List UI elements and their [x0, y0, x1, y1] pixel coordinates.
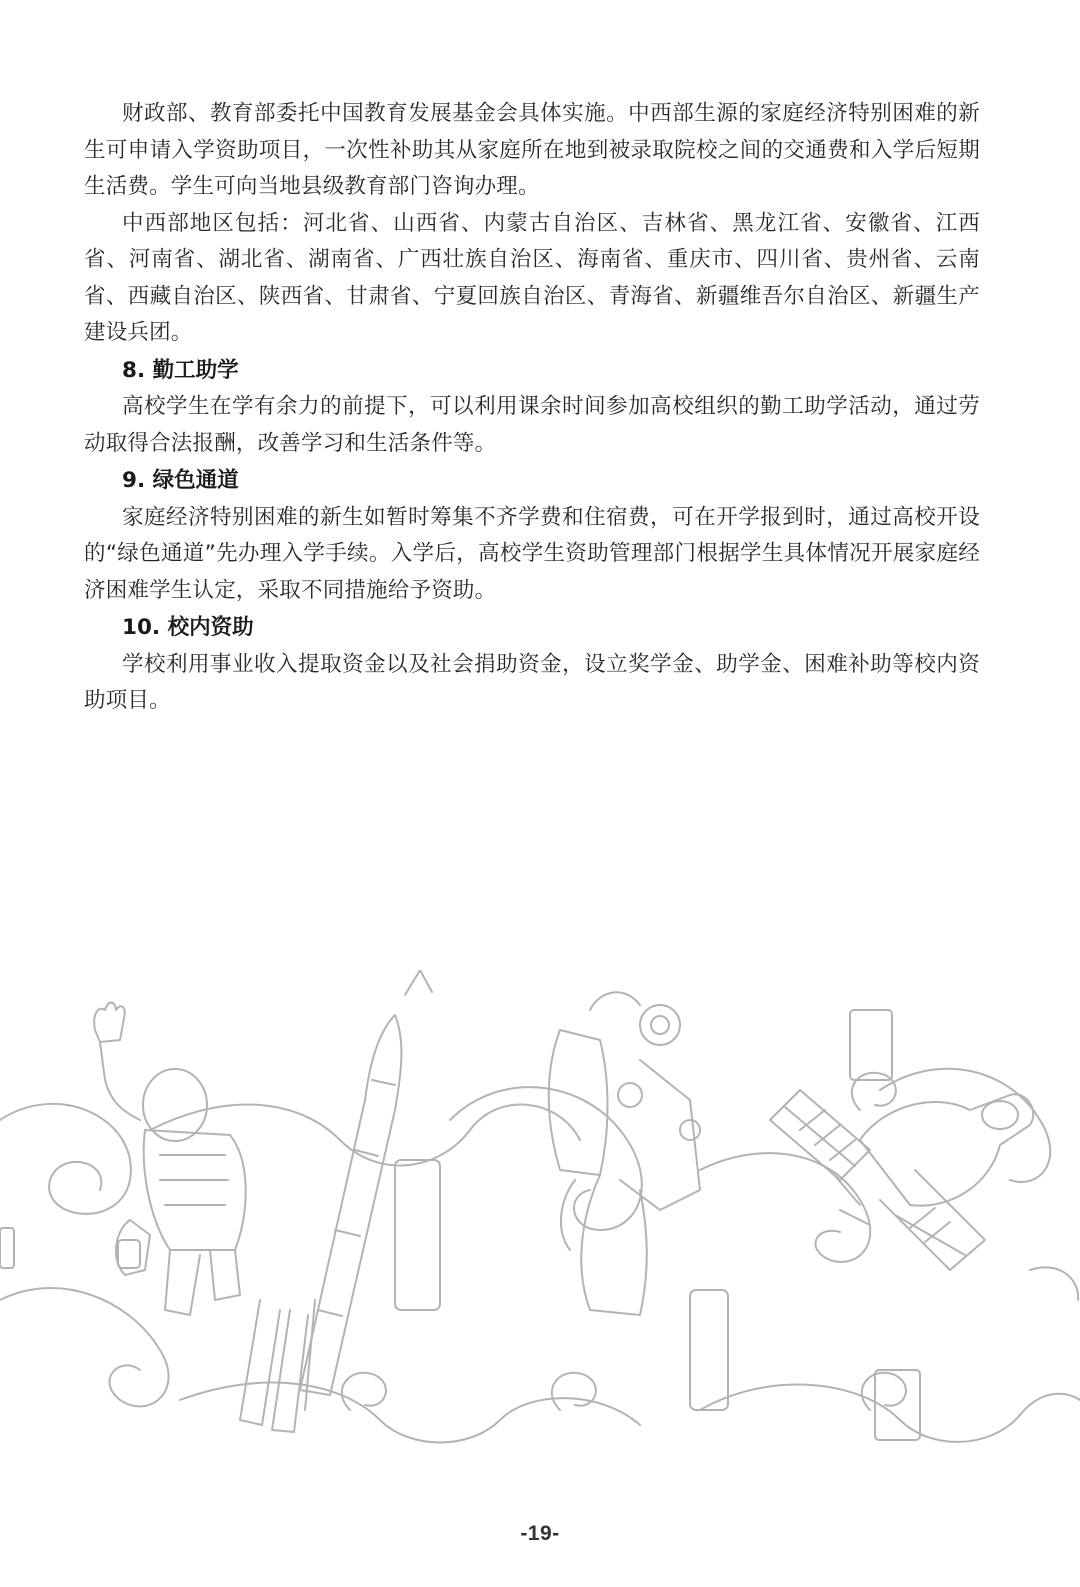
- section-body-work-study: 高校学生在学有余力的前提下，可以利用课余时间参加高校组织的勤工助学活动，通过劳动取得合法报酬，改善学习和生活条件等。: [84, 394, 980, 456]
- rocket-figure: [240, 970, 432, 1432]
- paragraph-funding-intro: 财政部、教育部委托中国教育发展基金会具体实施。中西部生源的家庭经济特别困难的新生可申请入学资助项目，一次性补助其从家庭所在地到被录取院校之间的交通费和入学后短期生活费。学生可向当地县级教育部门咨询办理。: [84, 101, 980, 199]
- cloud-spiral-1: [342, 1373, 386, 1410]
- plaque-top: [850, 1010, 892, 1080]
- cloud-ribbon-right: [700, 1153, 870, 1262]
- side-block-left: [0, 1228, 14, 1268]
- cloud-ribbon-left: [0, 1104, 131, 1214]
- cloud-spiral-2: [552, 1373, 596, 1410]
- decorative-line-art-illustration: [0, 970, 1080, 1470]
- corner-ribbon-right: [1030, 1267, 1078, 1300]
- cloud-spiral-3: [862, 1373, 906, 1410]
- cloud-spiral-4: [852, 1073, 896, 1110]
- cloud-ribbon-bottom-right: [700, 1385, 1080, 1442]
- plaque-center: [690, 1290, 728, 1410]
- paragraph-central-western-regions: 中西部地区包括：河北省、山西省、内蒙古自治区、吉林省、黑龙江省、安徽省、江西省、河南省、湖北省、湖南省、广西壮族自治区、海南省、重庆市、四川省、贵州省、云南省、西藏自治区、陕西省、甘肃省、宁夏回族自治区、青海省、新疆维吾尔自治区、新疆生产建设兵团。: [84, 210, 980, 345]
- astronaut-figure: [94, 1003, 245, 1316]
- section-heading-on-campus-aid: 10. 校内资助: [122, 615, 254, 640]
- section-body-green-channel: 家庭经济特别困难的新生如暂时筹集不齐学费和住宿费，可在开学报到时，通过高校开设的“绿色通道”先办理入学手续。入学后，高校学生资助管理部门根据学生具体情况开展家庭经济困难学生认定，采取不同措施给予资助。: [84, 504, 980, 603]
- page-number: -19-: [520, 1522, 560, 1545]
- cloud-ribbon-lower-left: [0, 1288, 169, 1406]
- document-body: [84, 96, 980, 720]
- space-station-figure: [770, 1090, 1033, 1270]
- robot-arm-figure: [549, 992, 700, 1315]
- section-heading-green-channel: 9. 绿色通道: [122, 468, 239, 493]
- section-body-on-campus-aid: 学校利用事业收入提取资金以及社会捐助资金，设立奖学金、助学金、困难补助等校内资助项目。: [84, 651, 980, 713]
- cloud-ribbon-far-right: [880, 1069, 1050, 1182]
- section-heading-work-study: 8. 勤工助学: [122, 357, 239, 383]
- cloud-ribbon-bottom: [180, 1383, 640, 1443]
- plaque-left: [395, 1160, 440, 1310]
